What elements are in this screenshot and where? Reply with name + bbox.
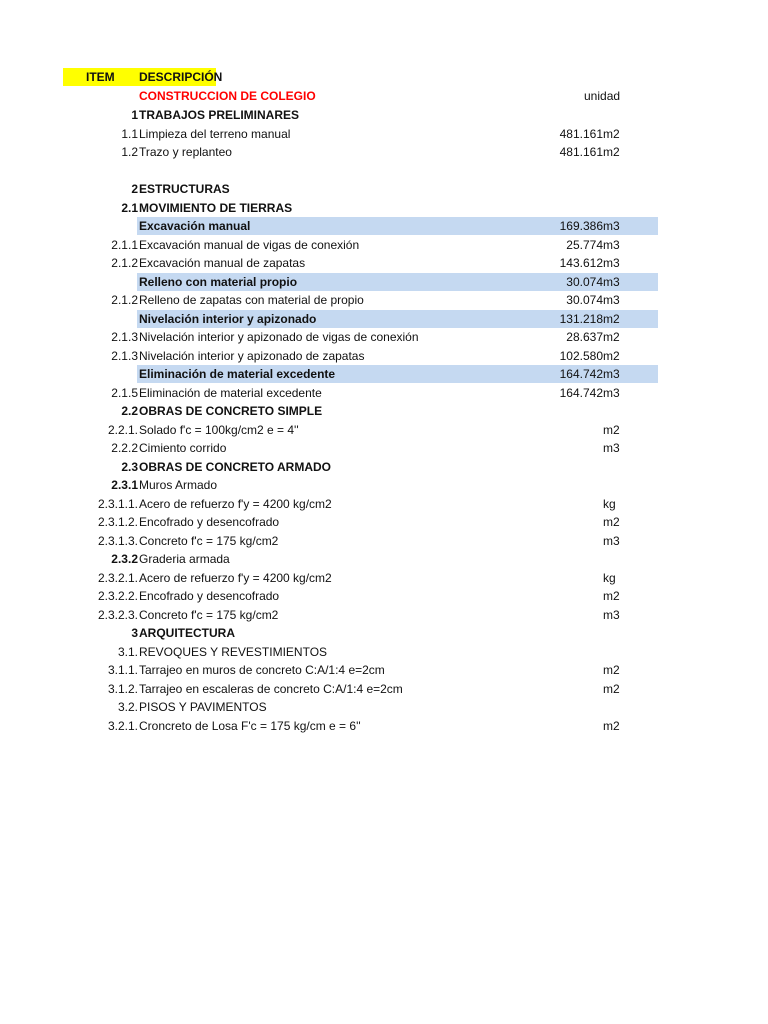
item-description: Tarrajeo en escaleras de concreto C:A/1:4 e=2cm — [139, 681, 403, 696]
item-unit: m3 — [603, 441, 620, 455]
item-quantity: 28.637 — [566, 330, 603, 344]
item-code: 2.3.1.1. — [97, 496, 138, 511]
table-row — [60, 143, 660, 161]
table-row — [60, 643, 660, 661]
table-row — [60, 661, 660, 679]
table-row — [60, 236, 660, 254]
item-code: 3.2.1. — [107, 718, 138, 733]
item-code: 2.3.2.2. — [97, 589, 138, 603]
item-description: Graderia armada — [139, 552, 230, 566]
item-quantity: 131.218 — [559, 311, 603, 326]
table-row — [60, 439, 660, 457]
item-unit: m3 — [603, 367, 620, 381]
table-row — [60, 698, 660, 716]
item-unit: m3 — [603, 385, 620, 400]
table-row — [60, 347, 660, 365]
project-title-row — [60, 87, 660, 105]
item-unit: m3 — [603, 219, 620, 233]
table-row — [60, 365, 660, 383]
table-row — [60, 217, 660, 235]
table-row — [60, 162, 660, 180]
item-description: Nivelación interior y apizonado de zapatas — [139, 348, 365, 363]
item-code: 1.2 — [121, 145, 138, 159]
item-quantity: 164.742 — [559, 367, 603, 381]
table-row — [60, 384, 660, 402]
item-code: 2.1 — [121, 200, 138, 215]
item-unit: m2 — [603, 515, 620, 529]
item-description: Acero de refuerzo f'y = 4200 kg/cm2 — [139, 496, 332, 511]
header-row — [60, 68, 660, 86]
item-unit: kg — [603, 496, 616, 511]
table-row — [60, 606, 660, 624]
item-description: Relleno de zapatas con material de propio — [139, 293, 364, 307]
table-row — [60, 550, 660, 568]
table-row — [60, 624, 660, 642]
item-description: MOVIMIENTO DE TIERRAS — [139, 200, 293, 215]
item-quantity: 164.742 — [559, 385, 603, 400]
item-description: Acero de refuerzo f'y = 4200 kg/cm2 — [139, 570, 332, 585]
item-quantity: 30.074 — [566, 293, 603, 307]
item-code: 2.1.3 — [111, 348, 138, 363]
item-code: 2.3.1.2. — [97, 515, 138, 529]
table-row — [60, 291, 660, 309]
item-unit: m2 — [603, 348, 620, 363]
item-description: Excavación manual de vigas de conexión — [139, 237, 360, 252]
table-row — [60, 106, 660, 124]
item-description: Excavación manual — [139, 219, 251, 233]
table-row — [60, 569, 660, 587]
item-quantity: 25.774 — [566, 237, 603, 252]
item-code: 3 — [131, 626, 138, 640]
table-row — [60, 680, 660, 698]
item-unit: kg — [603, 570, 616, 585]
item-column-header: ITEM — [86, 70, 115, 84]
item-unit: m2 — [603, 126, 620, 141]
item-description: Croncreto de Losa F'c = 175 kg/cm e = 6'' — [139, 718, 361, 733]
item-description: ARQUITECTURA — [139, 626, 235, 640]
table-row — [60, 402, 660, 420]
item-code: 2.1.1 — [111, 237, 138, 252]
table-row — [60, 587, 660, 605]
item-code: 2.3 — [121, 459, 138, 474]
item-quantity: 481.161 — [559, 126, 603, 141]
item-description: ESTRUCTURAS — [139, 182, 230, 196]
table-row — [60, 717, 660, 735]
item-unit: m2 — [603, 422, 620, 437]
item-code: 1 — [131, 108, 138, 122]
item-description: REVOQUES Y REVESTIMIENTOS — [139, 644, 328, 659]
table-row — [60, 273, 660, 291]
item-code: 2.1.2 — [111, 293, 138, 307]
item-code: 2.2.2 — [111, 441, 138, 455]
project-title: CONSTRUCCION DE COLEGIO — [139, 89, 316, 103]
item-code: 2.2.1. — [107, 422, 138, 437]
item-code: 2.2 — [121, 404, 138, 418]
item-quantity: 169.386 — [559, 219, 603, 233]
item-description: Eliminación de material excedente — [139, 385, 322, 400]
item-description: Encofrado y desencofrado — [139, 589, 280, 603]
description-column-header: DESCRIPCIÓN — [139, 70, 223, 84]
item-code: 2.1.5 — [111, 385, 138, 400]
table-row — [60, 495, 660, 513]
item-code: 2.1.2 — [111, 256, 138, 270]
item-description: PISOS Y PAVIMENTOS — [139, 700, 267, 714]
item-unit: m3 — [603, 237, 620, 252]
item-code: 2.1.3 — [111, 330, 138, 344]
item-description: Concreto f'c = 175 kg/cm2 — [139, 533, 279, 548]
table-row — [60, 180, 660, 198]
item-description: OBRAS DE CONCRETO ARMADO — [139, 459, 332, 474]
table-row — [60, 421, 660, 439]
item-unit: m3 — [603, 607, 620, 622]
item-description: TRABAJOS PRELIMINARES — [139, 108, 300, 122]
item-code: 3.1.2. — [107, 681, 138, 696]
item-code: 2.3.2.1. — [97, 570, 138, 585]
item-code: 1.1 — [121, 126, 138, 141]
table-row — [60, 125, 660, 143]
item-unit: m3 — [603, 293, 620, 307]
item-description: Limpieza del terreno manual — [139, 126, 291, 141]
item-description: Eliminación de material excedente — [139, 367, 336, 381]
item-unit: m2 — [603, 330, 620, 344]
unit-column-header: unidad — [584, 89, 621, 103]
item-code: 3.2. — [117, 700, 138, 714]
item-description: Encofrado y desencofrado — [139, 515, 280, 529]
table-row — [60, 310, 660, 328]
item-description: Cimiento corrido — [139, 441, 227, 455]
item-unit: m2 — [603, 718, 620, 733]
item-code: 2 — [131, 182, 138, 196]
item-code: 2.3.1 — [111, 478, 138, 492]
item-description: OBRAS DE CONCRETO SIMPLE — [139, 404, 323, 418]
table-row — [60, 254, 660, 272]
item-description: Muros Armado — [139, 478, 218, 492]
item-unit: m2 — [603, 589, 620, 603]
item-description: Trazo y replanteo — [139, 145, 232, 159]
item-description: Nivelación interior y apizonado de vigas de conexión — [139, 330, 419, 344]
item-description: Nivelación interior y apizonado — [139, 311, 317, 326]
item-unit: m2 — [603, 681, 620, 696]
item-quantity: 481.161 — [559, 145, 603, 159]
table-row — [60, 458, 660, 476]
table-row — [60, 199, 660, 217]
item-quantity: 102.580 — [559, 348, 603, 363]
item-unit: m3 — [603, 274, 620, 289]
item-unit: m3 — [603, 533, 620, 548]
table-row — [60, 532, 660, 550]
item-code: 2.3.2.3. — [97, 607, 138, 622]
item-unit: m3 — [603, 256, 620, 270]
table-row — [60, 476, 660, 494]
item-unit: m2 — [603, 145, 620, 159]
item-code: 3.1.1. — [107, 663, 138, 677]
item-description: Concreto f'c = 175 kg/cm2 — [139, 607, 279, 622]
item-quantity: 30.074 — [566, 274, 603, 289]
item-quantity: 143.612 — [559, 256, 603, 270]
item-description: Solado f'c = 100kg/cm2 e = 4'' — [139, 422, 299, 437]
table-row — [60, 328, 660, 346]
item-description: Excavación manual de zapatas — [139, 256, 306, 270]
item-description: Tarrajeo en muros de concreto C:A/1:4 e=2cm — [139, 663, 385, 677]
item-code: 2.3.2 — [111, 552, 138, 566]
item-code: 3.1. — [117, 644, 138, 659]
item-unit: m2 — [603, 311, 620, 326]
item-code: 2.3.1.3. — [97, 533, 138, 548]
item-description: Relleno con material propio — [139, 274, 298, 289]
item-unit: m2 — [603, 663, 620, 677]
table-row — [60, 513, 660, 531]
